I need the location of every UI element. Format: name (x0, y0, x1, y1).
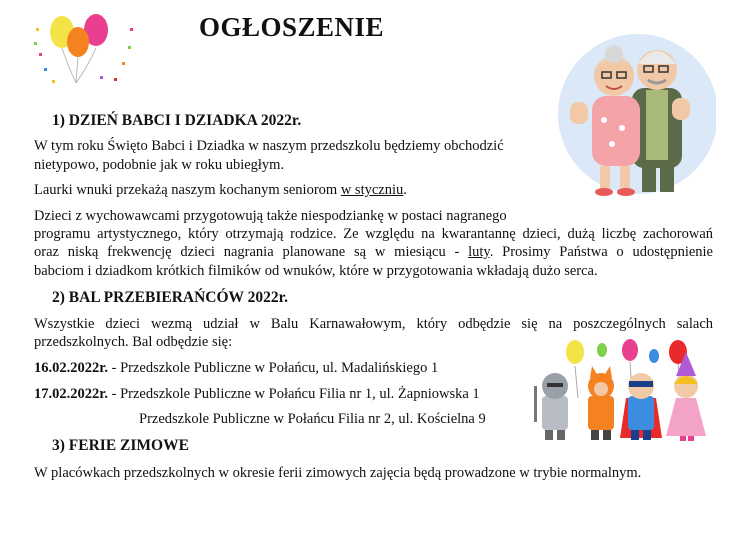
ball-date: 16.02.2022r. (34, 360, 108, 376)
paragraph-line: nietypowo, podobnie jak w roku ubiegłym. (34, 157, 285, 173)
balloons-illustration (30, 8, 140, 88)
section-heading-costume-ball: 2) BAL PRZEBIERAŃCÓW 2022r. (52, 289, 288, 306)
paragraph-line: Dzieci z wychowawcami przygotowują także niespodziankę w postaci nagranego (34, 208, 507, 224)
ball-location: - Przedszkole Publiczne w Połańcu, ul. Madalińskiego 1 (107, 360, 439, 376)
paragraph-text: oraz niską frekwencję dzieci nagrania planowane są w miesiącu - (34, 244, 469, 260)
grandparents-illustration (556, 28, 716, 200)
section-heading-grandparents-day: 1) DZIEŃ BABCI I DZIADKA 2022r. (52, 112, 302, 129)
paragraph-text: . Prosimy Państwa o udostępnienie (489, 244, 713, 260)
ball-location: - Przedszkole Publiczne w Połańcu Filia nr 1, ul. Żapniowska 1 (107, 386, 480, 402)
page-title: OGŁOSZENIE (199, 12, 385, 42)
underlined-month: luty (468, 244, 490, 260)
paragraph-line: W tym roku Święto Babci i Dziadka w naszym przedszkolu będziemy obchodzić (34, 138, 504, 154)
section-heading-winter-break: 3) FERIE ZIMOWE (52, 437, 189, 454)
costumed-kids-illustration (530, 338, 722, 442)
party-balloons (566, 339, 687, 398)
ball-location-continued: Przedszkole Publiczne w Połańcu Filia nr 2, ul. Kościelna 9 (139, 411, 486, 427)
paragraph-line: przedszkolnych. Bal odbędzie się: (34, 334, 233, 350)
paragraph-cards (34, 181, 407, 199)
paragraph-line: babciom i dziadkom krótkich filmików od wnuków, które w przygotowania wkładają dużo serca. (34, 263, 598, 279)
ball-date: 17.02.2022r. (34, 386, 108, 402)
paragraph-line: W placówkach przedszkolnych w okresie ferii zimowych zajęcia będą prowadzone w trybie normalnym. (34, 465, 642, 481)
paragraph-text: Laurki wnuki przekażą naszym kochanym seniorom (34, 182, 341, 198)
underlined-month: w styczniu (340, 182, 404, 198)
ball-date-row (34, 385, 480, 403)
paragraph-line: programu artystycznego, który otrzymają rodzice. Ze względu na kwarantannę dzieci, dużą liczbę zachorowań (34, 226, 713, 242)
paragraph-line (34, 243, 713, 261)
paragraph-text: . (403, 182, 407, 198)
ball-date-row (34, 359, 438, 377)
balloon-orange-icon (67, 27, 89, 57)
paragraph-line: Wszystkie dzieci wezmą udział w Balu Karnawałowym, który odbędzie się na poszczególnych salach (34, 316, 713, 332)
